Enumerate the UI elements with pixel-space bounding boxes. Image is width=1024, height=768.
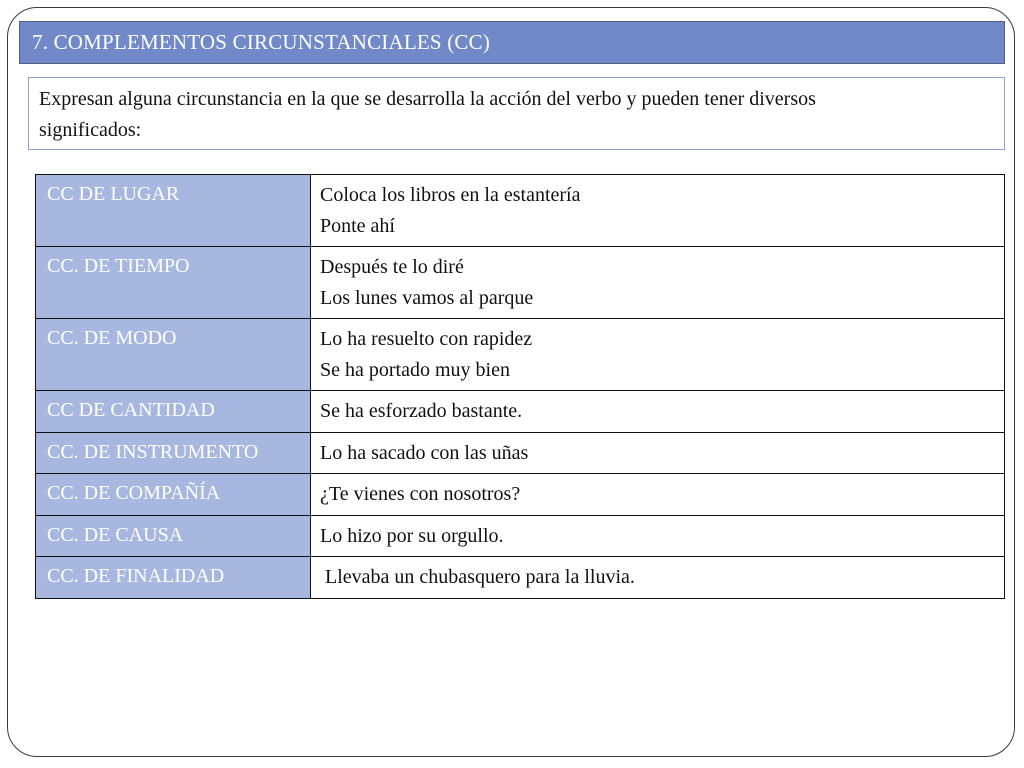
example-cell: [311, 432, 1005, 474]
example-sentence: Lo ha resuelto con rapidez: [320, 328, 533, 350]
cc-type-cell: CC. DE INSTRUMENTO: [36, 432, 311, 474]
example-sentence: Lo hizo por su orgullo.: [320, 524, 504, 547]
example-sentence: Coloca los libros en la estantería: [320, 184, 581, 206]
example-cell: [311, 474, 1005, 516]
cc-type-cell: CC DE CANTIDAD: [36, 391, 311, 433]
cc-type-cell: CC. DE MODO: [36, 319, 311, 391]
example-sentence: Después te lo diré: [320, 256, 464, 278]
example-sentence: Llevaba un chubasquero para la lluvia.: [320, 566, 635, 588]
example-cell: [311, 557, 1005, 599]
table-row: [36, 391, 1005, 433]
table-row: [36, 319, 1005, 391]
intro-text-line-1: Expresan alguna circunstancia en la que se desarrolla la acción del verbo y pueden tener diversos: [39, 88, 816, 110]
example-cell: [311, 319, 1005, 391]
table-row: [36, 247, 1005, 319]
cc-type-cell: CC. DE CAUSA: [36, 515, 311, 557]
complementos-table: [35, 174, 1005, 599]
intro-text-box: [28, 77, 1005, 150]
cc-type-cell: CC. DE COMPAÑÍA: [36, 474, 311, 516]
slide-title: 7. COMPLEMENTOS CIRCUNSTANCIALES (CC): [19, 21, 1005, 64]
cc-type-cell: CC. DE FINALIDAD: [36, 557, 311, 599]
cc-type-cell: CC DE LUGAR: [36, 175, 311, 247]
table-row: [36, 557, 1005, 599]
cc-type-cell: CC. DE TIEMPO: [36, 247, 311, 319]
example-sentence: Lo ha sacado con las uñas: [320, 441, 529, 464]
example-sentence: ¿Te vienes con nosotros?: [320, 483, 521, 505]
table-row: [36, 474, 1005, 516]
example-cell: [311, 515, 1005, 557]
example-sentence: Se ha portado muy bien: [320, 359, 510, 381]
example-sentence: Los lunes vamos al parque: [320, 287, 534, 309]
example-cell: [311, 175, 1005, 247]
example-cell: [311, 391, 1005, 433]
example-cell: [311, 247, 1005, 319]
table-row: [36, 432, 1005, 474]
table-row: [36, 175, 1005, 247]
table-row: [36, 515, 1005, 557]
intro-text-line-2: significados:: [39, 119, 142, 141]
example-sentence: Ponte ahí: [320, 215, 395, 237]
example-sentence: Se ha esforzado bastante.: [320, 400, 523, 422]
